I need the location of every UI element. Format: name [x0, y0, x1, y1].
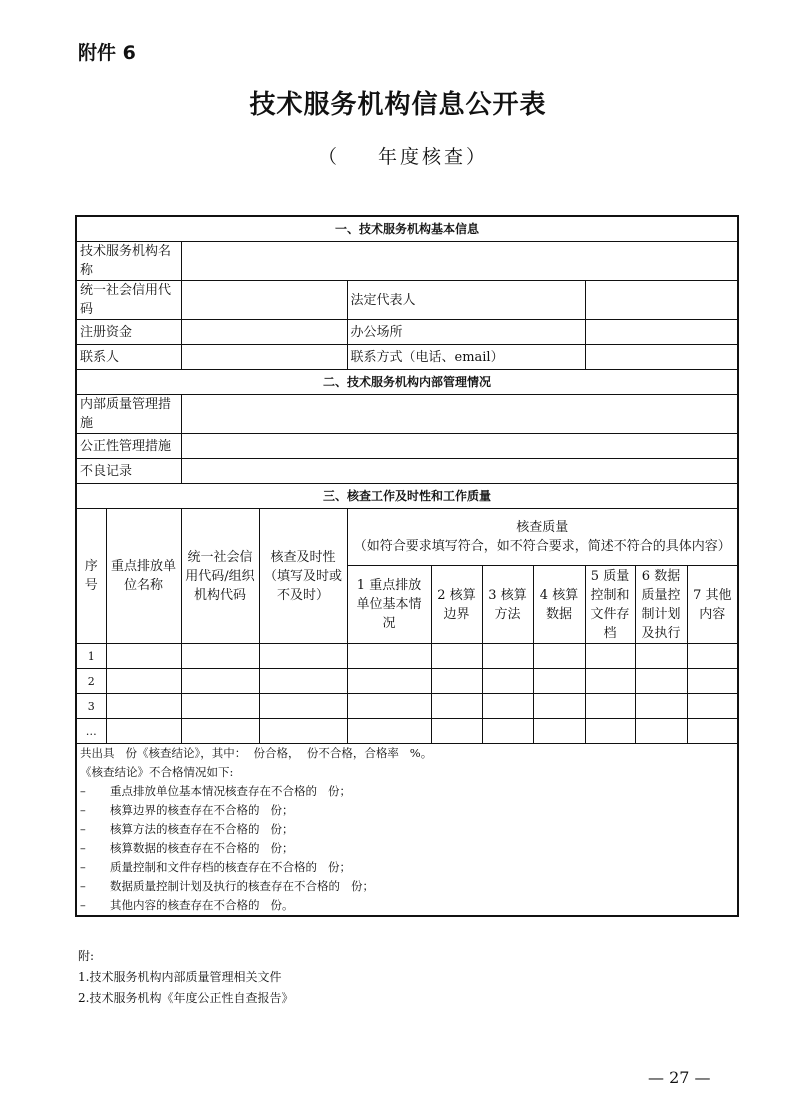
- attachment-label: 附件 6: [78, 42, 136, 64]
- section1-title: 一、技术服务机构基本信息: [76, 216, 738, 242]
- dash-bullet: –: [80, 898, 86, 912]
- bad-record-label: 不良记录: [76, 459, 181, 484]
- capital-label: 注册资金: [76, 320, 181, 345]
- summary-item: – 质量控制和文件存档的核查存在不合格的 份；: [80, 858, 734, 877]
- sub-col-boundary: 2 核算边界: [431, 566, 482, 644]
- summary-item: – 数据质量控制计划及执行的核查存在不合格的 份；: [80, 877, 734, 896]
- quality-header: [347, 509, 738, 566]
- section2-title: 二、技术服务机构内部管理情况: [76, 370, 738, 395]
- row-index: 3: [76, 694, 106, 719]
- table-row: [76, 694, 738, 719]
- dash-bullet: –: [80, 860, 86, 874]
- page-number: — 27 —: [648, 1068, 711, 1087]
- table-row: [76, 669, 738, 694]
- bad-record-value: [181, 459, 738, 484]
- page-title: 技术服务机构信息公开表: [249, 90, 547, 120]
- appendix-label: 附:: [78, 949, 95, 963]
- col-timely-header: 核查及时性（填写及时或不及时）: [259, 509, 347, 644]
- sub-col-data: 4 核算数据: [533, 566, 585, 644]
- quality-measures-value: [181, 395, 738, 434]
- contact-label: 联系人: [76, 345, 181, 370]
- contact-value: [181, 345, 347, 370]
- quality-measures-label: 内部质量管理措施: [76, 395, 181, 434]
- subtitle-text: 年度核查）: [378, 146, 489, 168]
- summary-item: – 重点排放单位基本情况核查存在不合格的 份；: [80, 782, 734, 801]
- dash-bullet: –: [80, 879, 86, 893]
- summary-item: – 核算边界的核查存在不合格的 份；: [80, 801, 734, 820]
- col-seq-header: 序号: [76, 509, 106, 644]
- info-disclosure-table: [75, 215, 739, 917]
- org-name-label: 技术服务机构名称: [76, 242, 181, 281]
- appendix-item: 1.技术服务机构内部质量管理相关文件: [78, 970, 282, 984]
- section3-title: 三、核查工作及时性和工作质量: [76, 484, 738, 509]
- quality-header-note: （如符合要求填写符合，如不符合要求，简述不符合的具体内容）: [353, 539, 731, 554]
- sub-col-method: 3 核算方法: [482, 566, 533, 644]
- credit-code-value: [181, 281, 347, 320]
- credit-code-label: 统一社会信用代码: [76, 281, 181, 320]
- summary-item: – 核算方法的核查存在不合格的 份；: [80, 820, 734, 839]
- summary-item: – 其他内容的核查存在不合格的 份。: [80, 896, 734, 915]
- capital-value: [181, 320, 347, 345]
- subtitle-open-paren: （: [318, 146, 341, 168]
- contact-method-value: [585, 345, 738, 370]
- appendix: [78, 946, 293, 1009]
- summary-line-2: 《核查结论》不合格情况如下:: [80, 765, 234, 779]
- office-label: 办公场所: [347, 320, 585, 345]
- col-code-header: 统一社会信用代码/组织机构代码: [181, 509, 259, 644]
- org-name-value: [181, 242, 738, 281]
- table-row: [76, 719, 738, 744]
- legal-rep-label: 法定代表人: [347, 281, 585, 320]
- legal-rep-value: [585, 281, 738, 320]
- appendix-item: 2.技术服务机构《年度公正性自查报告》: [78, 991, 294, 1005]
- contact-method-label: 联系方式（电话、email）: [347, 345, 585, 370]
- col-unit-header: 重点排放单位名称: [106, 509, 181, 644]
- sub-col-monitoring-plan: 6 数据质量控制计划及执行: [635, 566, 687, 644]
- sub-col-other: 7 其他内容: [687, 566, 738, 644]
- dash-bullet: –: [80, 803, 86, 817]
- summary-item: – 核算数据的核查存在不合格的 份；: [80, 839, 734, 858]
- sub-col-basic-info: 1 重点排放单位基本情况: [347, 566, 431, 644]
- summary-line-1: 共出具 份《核查结论》，其中： 份合格， 份不合格，合格率 %。: [80, 746, 433, 760]
- row-index: …: [76, 719, 106, 744]
- subtitle: [318, 142, 488, 169]
- row-index: 2: [76, 669, 106, 694]
- fairness-measures-value: [181, 434, 738, 459]
- office-value: [585, 320, 738, 345]
- dash-bullet: –: [80, 822, 86, 836]
- dash-bullet: –: [80, 841, 86, 855]
- table-row: [76, 644, 738, 669]
- fairness-measures-label: 公正性管理措施: [76, 434, 181, 459]
- row-index: 1: [76, 644, 106, 669]
- quality-header-title: 核查质量: [516, 520, 569, 535]
- sub-col-quality-archive: 5 质量控制和文件存档: [585, 566, 635, 644]
- dash-bullet: –: [80, 784, 86, 798]
- summary-block: [76, 744, 738, 917]
